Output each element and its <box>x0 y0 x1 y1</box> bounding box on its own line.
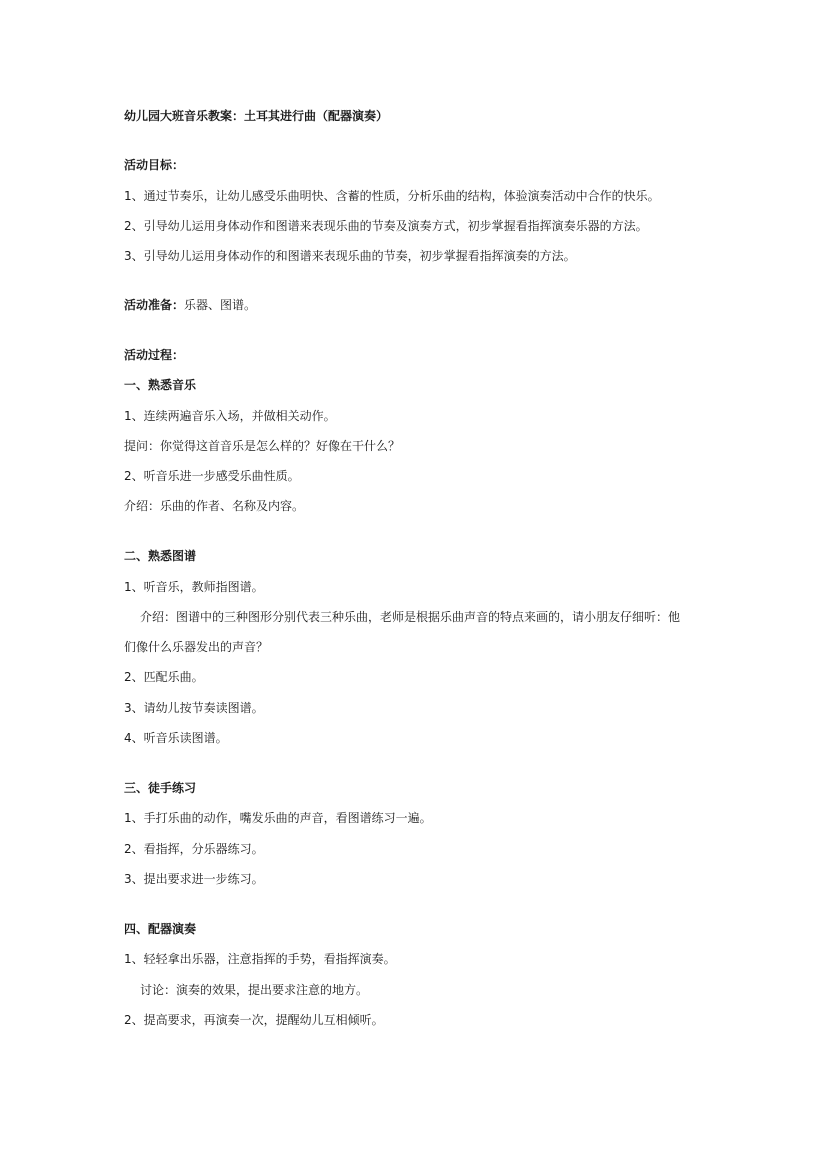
section-line: 2、匹配乐曲。 <box>124 670 204 684</box>
section-line: 1、轻轻拿出乐器，注意指挥的手势，看指挥演奏。 <box>124 952 396 966</box>
document-title: 幼儿园大班音乐教案：土耳其进行曲（配器演奏） <box>124 109 389 123</box>
preparation-heading: 活动准备： <box>124 298 185 312</box>
section-line: 1、手打乐曲的动作，嘴发乐曲的声音，看图谱练习一遍。 <box>124 811 432 825</box>
section-heading-2: 二、熟悉图谱 <box>124 549 197 563</box>
section-heading-1: 一、熟悉音乐 <box>124 378 197 392</box>
goals-heading: 活动目标： <box>124 158 185 172</box>
section-line: 3、提出要求进一步练习。 <box>124 872 264 886</box>
preparation-text: 乐器、图谱。 <box>184 298 257 312</box>
preparation-line <box>124 297 256 313</box>
section-line: 2、提高要求，再演奏一次，提醒幼儿互相倾听。 <box>124 1013 384 1027</box>
section-line: 2、看指挥，分乐器练习。 <box>124 842 264 856</box>
section-heading-3: 三、徒手练习 <box>124 781 197 795</box>
section-line: 4、听音乐读图谱。 <box>124 731 228 745</box>
section-heading-4: 四、配器演奏 <box>124 922 197 936</box>
goal-item: 2、引导幼儿运用身体动作和图谱来表现乐曲的节奏及演奏方式，初步掌握看指挥演奏乐器的方法。 <box>124 219 648 233</box>
goal-item: 1、通过节奏乐，让幼儿感受乐曲明快、含蓄的性质，分析乐曲的结构，体验演奏活动中合作的快乐。 <box>124 189 660 203</box>
section-line: 们像什么乐器发出的声音？ <box>124 640 269 654</box>
section-line: 1、连续两遍音乐入场，并做相关动作。 <box>124 409 336 423</box>
process-heading: 活动过程： <box>124 348 185 362</box>
goal-item: 3、引导幼儿运用身体动作的和图谱来表现乐曲的节奏，初步掌握看指挥演奏的方法。 <box>124 249 576 263</box>
section-line: 提问：你觉得这首音乐是怎么样的？好像在干什么？ <box>124 439 401 453</box>
section-line: 介绍：乐曲的作者、名称及内容。 <box>124 499 305 513</box>
section-line: 2、听音乐进一步感受乐曲性质。 <box>124 469 300 483</box>
section-line: 介绍：图谱中的三种图形分别代表三种乐曲，老师是根据乐曲声音的特点来画的，请小朋友仔细听：他 <box>140 610 681 624</box>
section-line: 讨论：演奏的效果，提出要求注意的地方。 <box>140 983 369 997</box>
section-line: 1、听音乐，教师指图谱。 <box>124 580 264 594</box>
section-line: 3、请幼儿按节奏读图谱。 <box>124 701 264 715</box>
